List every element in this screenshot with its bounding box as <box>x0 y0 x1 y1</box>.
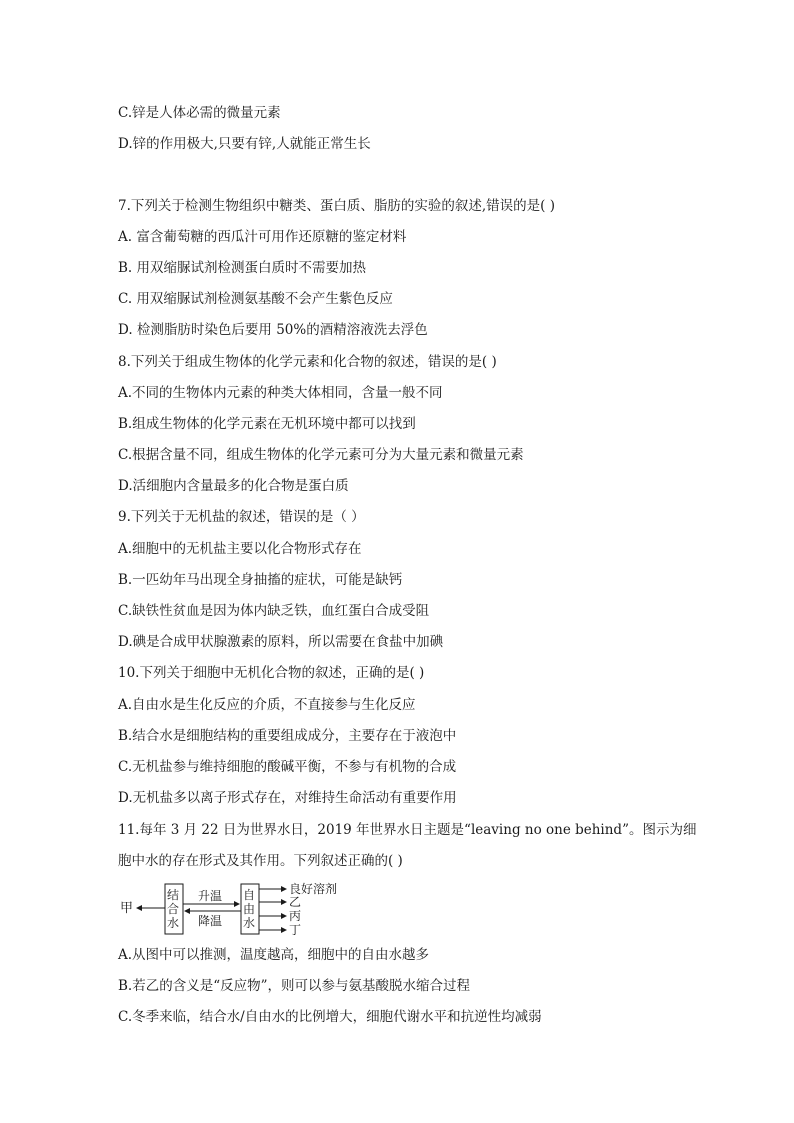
question-8-option-b: B.组成生物体的化学元素在无机环境中都可以找到 <box>118 416 416 432</box>
question-10-stem: 10.下列关于细胞中无机化合物的叙述，正确的是( ) <box>118 665 425 681</box>
question-11-stem: 11.每年 3 月 22 日为世界水日，2019 年世界水日主题是“leaving no one behind”。图示为细 <box>118 822 697 838</box>
question-8-option-d: D.活细胞内含量最多的化合物是蛋白质 <box>118 478 349 494</box>
cooling-label: 降温 <box>198 914 223 928</box>
question-10-option-c: C.无机盐参与维持细胞的酸碱平衡，不参与有机物的合成 <box>118 759 457 775</box>
free-water-char: 自 <box>243 888 256 902</box>
heating-label: 升温 <box>198 889 223 903</box>
question-7-option-b: B. 用双缩脲试剂检测蛋白质时不需要加热 <box>118 260 367 276</box>
question-11-option-b: B.若乙的含义是“反应物”，则可以参与氨基酸脱水缩合过程 <box>118 978 471 994</box>
question-9-option-c: C.缺铁性贫血是因为体内缺乏铁，血红蛋白合成受阻 <box>118 603 430 619</box>
question-11-stem-continued: 胞中水的存在形式及其作用。下列叙述正确的( ) <box>118 853 403 869</box>
question-7-option-c: C. 用双缩脲试剂检测氨基酸不会产生紫色反应 <box>118 291 393 307</box>
question-10-option-a: A.自由水是生化反应的介质，不直接参与生化反应 <box>118 697 416 713</box>
bound-water-char: 结 <box>167 888 180 902</box>
question-7-stem: 7.下列关于检测生物组织中糖类、蛋白质、脂肪的实验的叙述,错误的是( ) <box>118 198 555 214</box>
question-9-option-a: A.细胞中的无机盐主要以化合物形式存在 <box>118 541 362 557</box>
output-good-solvent: 良好溶剂 <box>289 882 338 896</box>
question-9-option-d: D.碘是合成甲状腺激素的原料，所以需要在食盐中加碘 <box>118 634 444 650</box>
option-d-zinc: D.锌的作用极大,只要有锌,人就能正常生长 <box>118 136 371 152</box>
option-c-zinc: C.锌是人体必需的微量元素 <box>118 105 281 121</box>
free-water-char: 由 <box>243 902 256 916</box>
question-8-option-c: C.根据含量不同，组成生物体的化学元素可分为大量元素和微量元素 <box>118 447 524 463</box>
question-11-option-a: A.从图中可以推测，温度越高，细胞中的自由水越多 <box>118 947 430 963</box>
question-9-option-b: B.一匹幼年马出现全身抽搐的症状，可能是缺钙 <box>118 572 403 588</box>
question-8-option-a: A.不同的生物体内元素的种类大体相同，含量一般不同 <box>118 385 443 401</box>
output-yi: 乙 <box>289 895 302 909</box>
free-water-char: 水 <box>243 916 256 930</box>
water-forms-diagram <box>118 880 378 938</box>
output-ding: 丁 <box>289 923 302 937</box>
question-11-option-c: C.冬季来临，结合水/自由水的比例增大，细胞代谢水平和抗逆性均减弱 <box>118 1009 542 1025</box>
question-9-stem: 9.下列关于无机盐的叙述，错误的是（ ） <box>118 509 365 525</box>
question-10-option-b: B.结合水是细胞结构的重要组成成分，主要存在于液泡中 <box>118 728 457 744</box>
output-bing: 丙 <box>289 909 302 923</box>
question-7-option-a: A. 富含葡萄糖的西瓜汁可用作还原糖的鉴定材料 <box>118 229 407 245</box>
bound-water-char: 水 <box>167 916 180 930</box>
question-7-option-d: D. 检测脂肪时染色后要用 50%的酒精溶液洗去浮色 <box>118 322 428 338</box>
jia-label: 甲 <box>120 901 134 916</box>
question-8-stem: 8.下列关于组成生物体的化学元素和化合物的叙述，错误的是( ) <box>118 354 497 370</box>
question-10-option-d: D.无机盐多以离子形式存在，对维持生命活动有重要作用 <box>118 790 457 806</box>
bound-water-char: 合 <box>167 902 180 916</box>
